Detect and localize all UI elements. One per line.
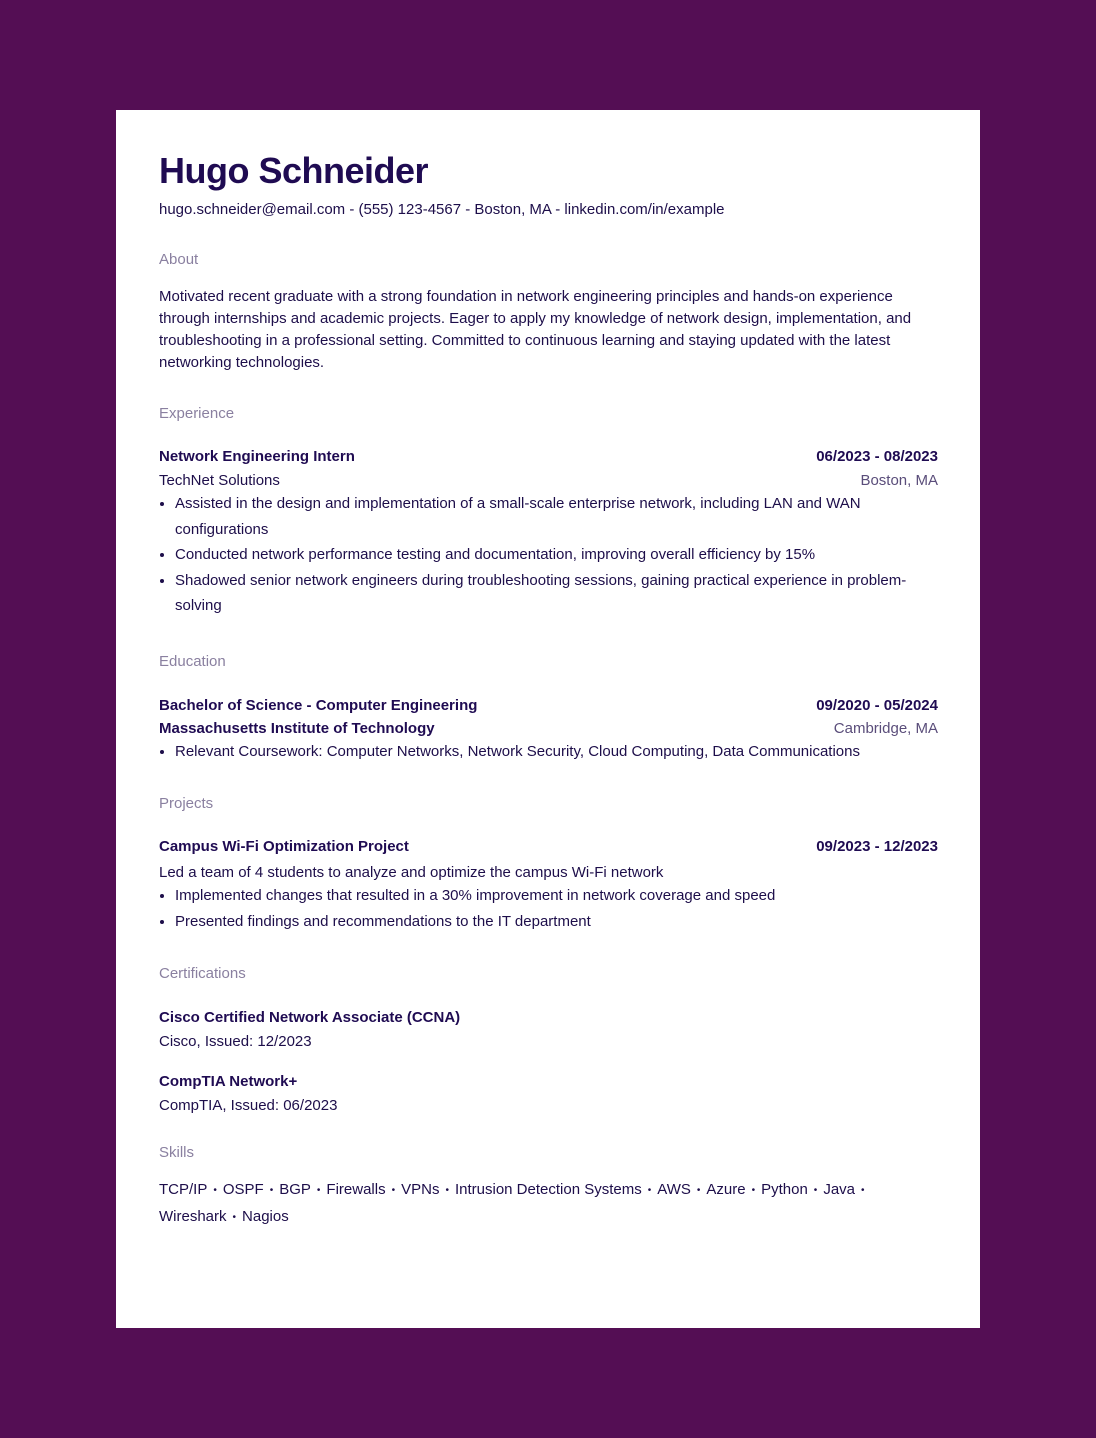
skill-separator: •: [213, 1185, 217, 1196]
experience-header-row: [159, 447, 938, 467]
skill-item: Java: [823, 1181, 855, 1198]
education-bullets: [159, 739, 938, 765]
skill-item: Wireshark: [159, 1207, 227, 1225]
certification-item: [159, 1072, 938, 1116]
skill-separator: •: [647, 1185, 652, 1196]
skill-separator: •: [232, 1211, 237, 1223]
skill-item: Firewalls: [326, 1181, 386, 1198]
section-title-experience: Experience: [159, 405, 235, 422]
list-item: • Relevant Coursework: Computer Networks, Network Security, Cloud Computing, Data Communications: [175, 739, 938, 765]
skill-item: Nagios: [242, 1207, 289, 1225]
experience-bullets: [159, 491, 938, 619]
experience-company: TechNet Solutions: [159, 472, 280, 489]
certification-issuer: Cisco, Issued: 12/2023: [159, 1033, 312, 1050]
section-title-projects: Projects: [159, 795, 214, 812]
skills-list: [159, 1177, 938, 1230]
education-school: Massachusetts Institute of Technology: [159, 719, 435, 737]
certification-item: [159, 1008, 938, 1052]
certification-name: CompTIA Network+: [159, 1073, 298, 1090]
project-dates: 09/2023 - 12/2023: [816, 838, 938, 855]
project-bullets: [159, 883, 938, 934]
skill-item: Python: [761, 1181, 808, 1198]
skill-separator: •: [696, 1185, 701, 1196]
project-name: Campus Wi-Fi Optimization Project: [159, 838, 409, 855]
about-text: Motivated recent graduate with a strong foundation in network engineering principles and hands-on experience through internships and academic projects. Eager to apply my knowledge of network design, implementation, and troubleshooting in a professional setting. Committed to continuous learning and staying updated with the latest networking technologies.: [159, 288, 912, 371]
section-title-skills: Skills: [159, 1144, 195, 1161]
project-description: Led a team of 4 students to analyze and optimize the campus Wi-Fi network: [159, 864, 664, 881]
skills-line: [159, 1204, 938, 1231]
project-header-row: [159, 837, 938, 857]
education-degree: Bachelor of Science - Computer Engineering: [159, 696, 478, 714]
list-item: • Presented findings and recommendations to the IT department: [175, 909, 938, 935]
experience-company-row: [159, 471, 938, 491]
skill-item: BGP: [279, 1181, 311, 1198]
skill-separator: •: [813, 1185, 818, 1196]
skill-separator: •: [391, 1185, 396, 1196]
section-title-certifications: Certifications: [159, 965, 246, 982]
certification-issuer: CompTIA, Issued: 06/2023: [159, 1097, 338, 1114]
education-location: Cambridge, MA: [833, 719, 938, 737]
certification-name: Cisco Certified Network Associate (CCNA): [159, 1009, 461, 1026]
contact-line: hugo.schneider@email.com - (555) 123-4567 - Boston, MA - linkedin.com/in/example: [159, 201, 725, 218]
skill-separator: •: [861, 1185, 865, 1196]
skill-item: VPNs: [401, 1181, 440, 1198]
skill-item: Intrusion Detection Systems: [454, 1181, 642, 1198]
skill-separator: •: [445, 1185, 449, 1196]
skill-separator: •: [316, 1185, 321, 1196]
skill-item: Azure: [706, 1181, 746, 1198]
education-dates: 09/2020 - 05/2024: [816, 696, 938, 714]
skill-separator: •: [269, 1185, 274, 1196]
experience-location: Boston, MA: [860, 472, 938, 489]
list-item: • Shadowed senior network engineers during troubleshooting sessions, gaining practical experience in problem-solving: [175, 568, 938, 619]
experience-role: Network Engineering Intern: [159, 448, 355, 465]
skill-item: AWS: [657, 1181, 691, 1198]
list-item: • Assisted in the design and implementation of a small-scale enterprise network, including LAN and WAN configurations: [175, 491, 938, 542]
resume-page: [116, 110, 980, 1328]
list-item: • Conducted network performance testing and documentation, improving overall efficiency by 15%: [175, 542, 938, 568]
section-title-education: Education: [159, 652, 226, 670]
skills-line: [159, 1177, 938, 1204]
section-title-about: About: [159, 251, 199, 268]
candidate-name: Hugo Schneider: [159, 150, 429, 191]
skill-item: OSPF: [222, 1181, 264, 1198]
education-header-row: [159, 696, 938, 716]
skill-item: TCP/IP: [159, 1181, 208, 1198]
skill-separator: •: [751, 1185, 756, 1196]
education-school-row: [159, 719, 938, 739]
list-item: • Implemented changes that resulted in a 30% improvement in network coverage and speed: [175, 883, 938, 909]
experience-dates: 06/2023 - 08/2023: [816, 448, 938, 465]
